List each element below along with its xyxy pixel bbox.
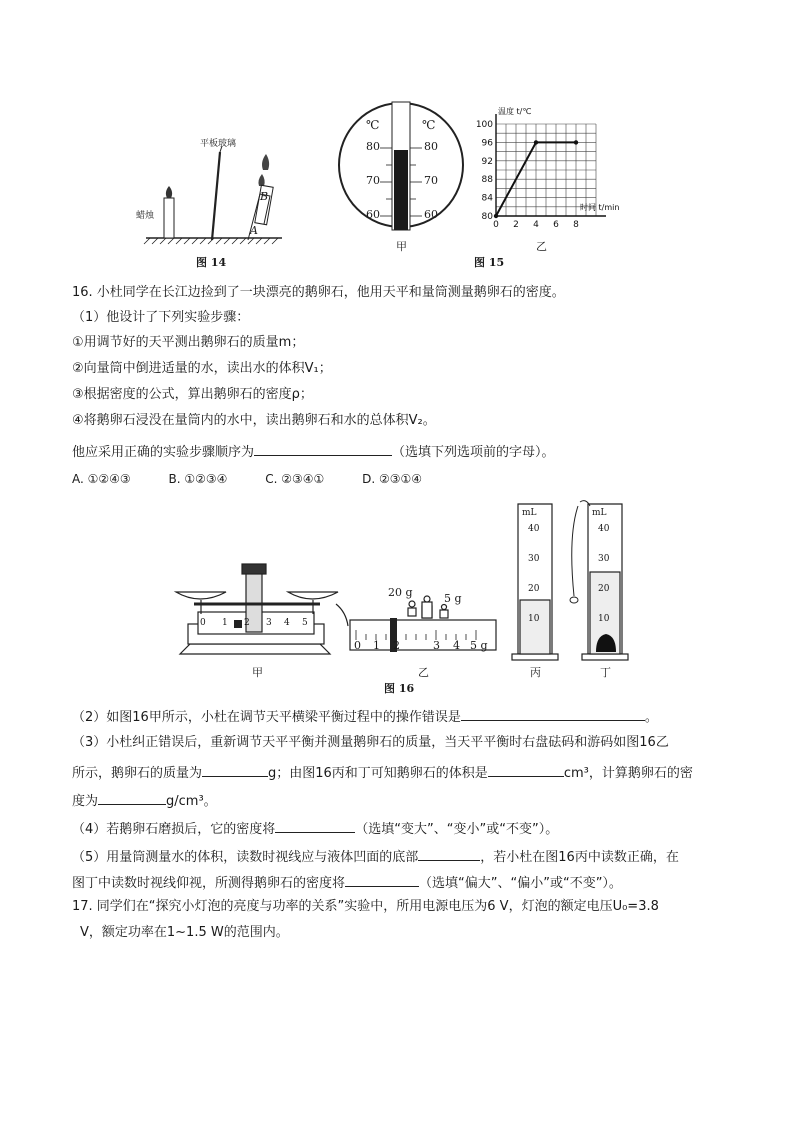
rider-4: 4 xyxy=(453,639,460,652)
point-a-label: A xyxy=(250,224,258,237)
part5-text-a: （5）用量筒测量水的体积，读数时视线应与液体凹面的底部 xyxy=(72,850,419,865)
x-tick-label: 0 xyxy=(493,220,499,230)
data-point xyxy=(494,214,498,218)
figure-16 xyxy=(160,496,640,696)
part2-answer-blank[interactable] xyxy=(461,706,645,721)
x-tick-label: 6 xyxy=(553,220,559,230)
x-tick-label: 4 xyxy=(533,220,539,230)
cyl-ding-unit: mL xyxy=(592,508,607,518)
figure-15-graph xyxy=(470,106,670,272)
cyl-bing-10: 10 xyxy=(528,614,540,624)
q16-part5-line2 xyxy=(72,872,622,893)
thermo-70-right: 70 xyxy=(424,174,438,187)
thermometer-drawing xyxy=(336,98,466,238)
density-blank[interactable] xyxy=(98,790,166,805)
data-point xyxy=(534,140,538,144)
balance-2: 2 xyxy=(244,618,250,628)
q16-step3: ③根据密度的公式，算出鹅卵石的密度ρ； xyxy=(72,387,313,402)
q16-stem: 16. 小杜同学在长江边捡到了一块漂亮的鹅卵石，他用天平和量筒测量鹅卵石的密度。 xyxy=(72,285,565,300)
part4-text-b: （选填“变大”、“变小”或“不变”）。 xyxy=(355,822,559,837)
label-ding: 丁 xyxy=(600,666,611,679)
data-point xyxy=(574,140,578,144)
cyl-ding-30: 30 xyxy=(598,554,610,564)
candle-label: 蜡烛 xyxy=(136,211,155,221)
y-tick-label: 88 xyxy=(481,175,493,186)
cyl-bing-30: 30 xyxy=(528,554,540,564)
part3-text-d: 度为 xyxy=(72,794,99,809)
balance-4: 4 xyxy=(284,618,290,628)
q16-part2 xyxy=(72,706,658,727)
weight-5g: 5 g xyxy=(444,592,462,605)
cyl-ding-20: 20 xyxy=(598,584,610,594)
q16-step4: ④将鹅卵石浸没在量筒内的水中，读出鹅卵石和水的总体积V₂。 xyxy=(72,413,436,428)
thermometer-label: 甲 xyxy=(396,240,407,253)
rider-0: 0 xyxy=(354,639,361,652)
part3-text-c: cm³，计算鹅卵石的密 xyxy=(563,766,693,781)
q16-part3-line3 xyxy=(72,790,217,811)
label-yi: 乙 xyxy=(418,666,429,679)
thermo-60-right: 60 xyxy=(424,208,438,221)
order-suffix: （选填下列选项前的字母）。 xyxy=(392,445,555,460)
figure-15-caption: 图 15 xyxy=(474,256,505,269)
cyl-bing-40: 40 xyxy=(528,524,540,534)
q16-order-line xyxy=(72,441,555,462)
thermo-70-left: 70 xyxy=(366,174,380,187)
q17-line2: V，额定功率在1~1.5 W的范围内。 xyxy=(80,925,289,940)
mirror-label: 平板玻璃 xyxy=(200,139,237,149)
balance-5: 5 xyxy=(302,618,308,628)
y-tick-label: 84 xyxy=(481,193,493,204)
thermo-80-right: 80 xyxy=(424,140,438,153)
point-b-label: B xyxy=(260,190,269,203)
balance-3: 3 xyxy=(266,618,272,628)
thermo-unit-left: ℃ xyxy=(366,118,380,132)
rider-3: 3 xyxy=(433,639,440,652)
part2-text: （2）如图16甲所示，小杜在调节天平横梁平衡过程中的操作错误是 xyxy=(72,710,461,725)
cyl-ding-40: 40 xyxy=(598,524,610,534)
q17-line1: 17. 同学们在“探究小灯泡的亮度与功率的关系”实验中，所用电源电压为6 V，灯泡的额定电压U₀=3.8 xyxy=(72,899,659,914)
q16-part1-intro: （1）他设计了下列实验步骤： xyxy=(72,310,250,325)
thermo-60-left: 60 xyxy=(366,208,380,221)
q16-part3-line1: （3）小杜纠正错误后，重新调节天平平衡并测量鹅卵石的质量，当天平平衡时右盘砝码和游码如图16乙 xyxy=(72,735,669,750)
option-b[interactable]: B. ①②③④ xyxy=(168,472,228,486)
y-axis-label: 温度 t/℃ xyxy=(498,107,532,116)
part3-text-b: g；由图16丙和丁可知鹅卵石的体积是 xyxy=(268,766,488,781)
figure-14-caption: 图 14 xyxy=(196,256,227,269)
weight-20g: 20 g xyxy=(388,586,413,599)
option-a[interactable]: A. ①②④③ xyxy=(72,472,131,486)
y-tick-label: 100 xyxy=(475,120,493,130)
temperature-chart xyxy=(470,106,670,246)
cyl-bing-unit: mL xyxy=(522,508,537,518)
mass-blank[interactable] xyxy=(202,762,268,777)
q16-part5-line1 xyxy=(72,846,679,867)
q16-part4 xyxy=(72,818,558,839)
cyl-bing-20: 20 xyxy=(528,584,540,594)
volume-blank[interactable] xyxy=(488,762,564,777)
balance-0: 0 xyxy=(200,618,206,628)
figure-16-caption: 图 16 xyxy=(384,682,415,695)
part5-blank-2[interactable] xyxy=(345,872,419,887)
graph-label: 乙 xyxy=(536,240,547,253)
figure-14 xyxy=(136,128,290,270)
x-tick-label: 2 xyxy=(513,220,519,230)
part5-text-d: （选填“偏大”、“偏小”或“不变”）。 xyxy=(419,876,622,891)
option-c[interactable]: C. ②③④① xyxy=(265,472,325,486)
q16-options xyxy=(72,470,456,488)
cyl-ding-10: 10 xyxy=(598,614,610,624)
label-bing: 丙 xyxy=(530,666,541,679)
figure-15-thermometer xyxy=(336,98,466,258)
rider-5: 5 g xyxy=(470,639,488,652)
label-jia: 甲 xyxy=(252,666,263,679)
order-answer-blank[interactable] xyxy=(254,441,392,456)
y-tick-label: 80 xyxy=(481,212,493,222)
part3-text-a: 所示，鹅卵石的质量为 xyxy=(72,766,203,781)
part2-end: 。 xyxy=(644,710,658,725)
y-tick-label: 92 xyxy=(481,156,493,167)
y-tick-label: 96 xyxy=(481,138,493,149)
order-prefix: 他应采用正确的实验步骤顺序为 xyxy=(72,445,255,460)
part3-text-e: g/cm³。 xyxy=(166,794,217,809)
q16-step1: ①用调节好的天平测出鹅卵石的质量m； xyxy=(72,335,305,350)
balance-1: 1 xyxy=(222,618,228,628)
thermo-80-left: 80 xyxy=(366,140,380,153)
q16-step2: ②向量筒中倒进适量的水，读出水的体积V₁； xyxy=(72,361,332,376)
part5-text-c: 图丁中读数时视线仰视，所测得鹅卵石的密度将 xyxy=(72,876,346,891)
x-tick-label: 8 xyxy=(573,220,579,230)
part4-text-a: （4）若鹅卵石磨损后，它的密度将 xyxy=(72,822,276,837)
q16-part3-line2 xyxy=(72,762,693,783)
option-d[interactable]: D. ②③①④ xyxy=(362,472,423,486)
rider-2: 2 xyxy=(393,639,400,652)
rider-1: 1 xyxy=(373,639,380,652)
part5-blank-1[interactable] xyxy=(418,846,480,861)
x-axis-label: 时间 t/min xyxy=(580,203,620,212)
part5-text-b: ，若小杜在图16丙中读数正确，在 xyxy=(480,850,679,865)
balance-jia xyxy=(176,564,348,654)
thermo-unit-right: ℃ xyxy=(422,118,436,132)
part4-blank[interactable] xyxy=(275,818,355,833)
